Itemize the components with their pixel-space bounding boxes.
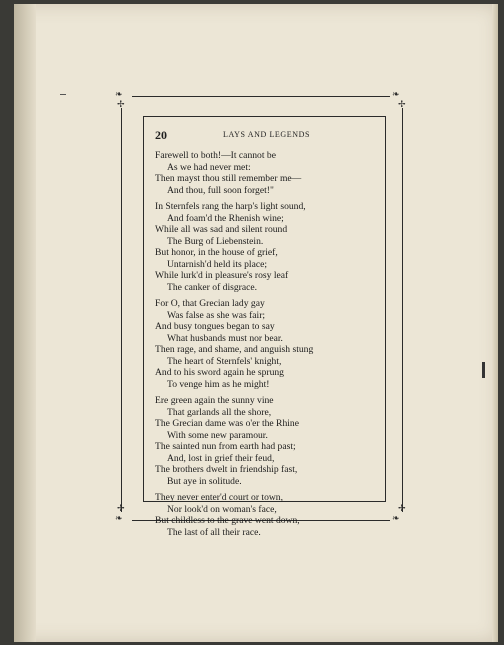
frame-left-rule [121, 108, 122, 512]
frame-top-rule [132, 96, 390, 97]
corner-ornament-bottom-left: ❧ [115, 514, 123, 524]
stanza [155, 201, 381, 293]
poem-line: In Sternfels rang the harp's light sound, [155, 201, 306, 212]
poem-line: For O, that Grecian lady gay [155, 298, 265, 309]
running-head: LAYS AND LEGENDS [223, 130, 311, 139]
poem-line: And busy tongues began to say [155, 321, 275, 332]
poem-line: Was false as she was fair; [167, 309, 266, 321]
poem-line: The sainted nun from earth had past; [155, 441, 296, 452]
stanza [155, 492, 381, 538]
poem-body [155, 150, 381, 543]
stanza [155, 298, 381, 390]
flourish-bottom-left: ✢ [117, 504, 125, 514]
corner-ornament-bottom-right: ❧ [392, 514, 400, 524]
corner-ornament-top-right: ❧ [392, 90, 400, 100]
poem-line: And foam'd the Rhenish wine; [167, 212, 284, 224]
poem-line: Then rage, and shame, and anguish stung [155, 344, 314, 355]
poem-line: The Burg of Liebenstein. [167, 235, 264, 247]
margin-mark [60, 94, 66, 95]
poem-line: And thou, full soon forget!" [167, 184, 274, 196]
page-number: 20 [155, 128, 167, 142]
page-tab-mark [482, 362, 485, 378]
poem-line: To venge him as he might! [167, 378, 270, 390]
poem-line: With some new paramour. [167, 429, 268, 441]
corner-ornament-top-left: ❧ [115, 90, 123, 100]
poem-line: The last of all their race. [167, 526, 261, 538]
poem-line: But honor, in the house of grief, [155, 247, 278, 258]
poem-line: Nor look'd on woman's face, [167, 503, 277, 515]
poem-line: The Grecian dame was o'er the Rhine [155, 418, 299, 429]
poem-line: As we had never met: [167, 161, 251, 173]
page-header [155, 128, 375, 142]
poem-line: Then mayst thou still remember me— [155, 173, 302, 184]
stanza [155, 150, 381, 196]
poem-line: And to his sword again he sprung [155, 367, 284, 378]
poem-line: The brothers dwelt in friendship fast, [155, 464, 298, 475]
frame-right-rule [402, 108, 403, 512]
poem-line: Ere green again the sunny vine [155, 395, 274, 406]
flourish-top-right: ✢ [398, 100, 406, 110]
page-gutter [14, 4, 36, 642]
flourish-top-left: ✢ [117, 100, 125, 110]
poem-line: And, lost in grief their feud, [167, 452, 275, 464]
poem-line: The heart of Sternfels' knight, [167, 355, 282, 367]
poem-line: While all was sad and silent round [155, 224, 288, 235]
poem-line: They never enter'd court or town, [155, 492, 283, 503]
poem-line: Untarnish'd held its place; [167, 258, 268, 270]
page-edge [492, 4, 498, 642]
poem-line: That garlands all the shore, [167, 406, 272, 418]
poem-line: The canker of disgrace. [167, 281, 258, 293]
poem-line: Farewell to both!—It cannot be [155, 150, 276, 161]
poem-line: But childless to the grave went down, [155, 515, 300, 526]
poem-line: What husbands must nor bear. [167, 332, 283, 344]
poem-line: While lurk'd in pleasure's rosy leaf [155, 270, 289, 281]
stanza [155, 395, 381, 487]
poem-line: But aye in solitude. [167, 475, 242, 487]
flourish-bottom-right: ✢ [398, 504, 406, 514]
